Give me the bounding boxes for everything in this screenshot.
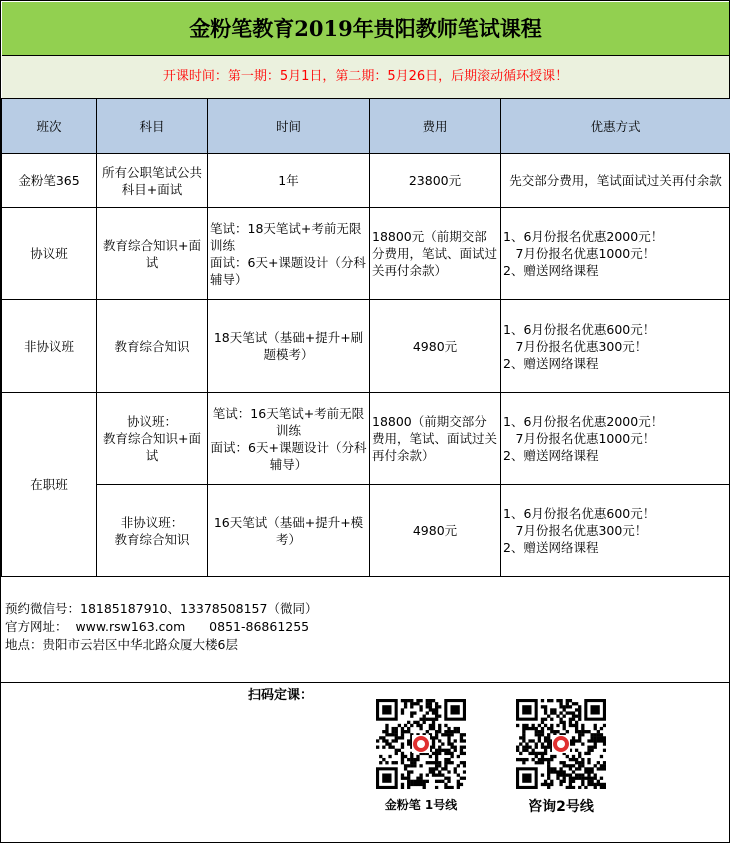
header-subject: 科目 <box>97 99 208 154</box>
row-fee: 23800元 <box>370 154 501 208</box>
row-time: 笔试：18天笔试+考前无限训练 面试：6天+课题设计（分科辅导） <box>208 208 370 300</box>
row-time: 1年 <box>208 154 370 208</box>
course-table <box>1 98 730 577</box>
table-row <box>2 393 730 485</box>
row-discount: 1、6月份报名优惠2000元！ 7月份报名优惠1000元！ 2、赠送网络课程 <box>501 208 730 300</box>
table-row <box>2 300 730 393</box>
website-line[interactable]: 官方网址： www.rsw163.com 0851-86861255 <box>5 619 310 634</box>
wechat-line: 预约微信号：18185187910、13378508157（微同） <box>5 601 318 616</box>
row-fee: 4980元 <box>370 485 501 577</box>
row-time: 笔试：16天笔试+考前无限训练 面试：6天+课题设计（分科辅导） <box>208 393 370 485</box>
row-time: 18天笔试（基础+提升+刷题模考） <box>208 300 370 393</box>
table-row <box>2 208 730 300</box>
header-time: 时间 <box>208 99 370 154</box>
section-divider <box>1 682 730 683</box>
header-fee: 费用 <box>370 99 501 154</box>
row-discount: 1、6月份报名优惠2000元！ 7月份报名优惠1000元！ 2、赠送网络课程 <box>501 393 730 485</box>
row-discount: 1、6月份报名优惠600元！ 7月份报名优惠300元！ 2、赠送网络课程 <box>501 485 730 577</box>
address-line: 地点：贵阳市云岩区中华北路众厦大楼6层 <box>5 637 238 652</box>
row-discount: 先交部分费用，笔试面试过关再付余款 <box>501 154 730 208</box>
row-fee: 4980元 <box>370 300 501 393</box>
row-class: 非协议班 <box>2 300 97 393</box>
row-subject: 教育综合知识+面试 <box>97 208 208 300</box>
row-subject: 教育综合知识 <box>97 300 208 393</box>
qr-label-line2: 咨询2号线 <box>528 799 594 815</box>
qr-code-icon[interactable] <box>376 699 466 789</box>
qr-label-line1: 金粉笔 1号线 <box>384 798 458 812</box>
row-subject: 所有公职笔试公共科目+面试 <box>97 154 208 208</box>
row-class: 在职班 <box>2 393 97 577</box>
row-time: 16天笔试（基础+提升+模考） <box>208 485 370 577</box>
table-row <box>2 154 730 208</box>
qr-code-icon[interactable] <box>516 699 606 789</box>
row-subject: 协议班： 教育综合知识+面试 <box>97 393 208 485</box>
row-fee: 18800元（前期交部分费用，笔试、面试过关再付余款） <box>370 208 501 300</box>
row-class: 金粉笔365 <box>2 154 97 208</box>
schedule-notice: 开课时间：第一期：5月1日，第二期：5月26日，后期滚动循环授课！ <box>2 56 729 99</box>
scan-label: 扫码定课： <box>248 688 314 703</box>
table-header-row <box>2 99 730 154</box>
row-discount: 1、6月份报名优惠600元！ 7月份报名优惠300元！ 2、赠送网络课程 <box>501 300 730 393</box>
header-discount: 优惠方式 <box>501 99 730 154</box>
row-subject: 非协议班： 教育综合知识 <box>97 485 208 577</box>
page-title: 金粉笔教育2019年贵阳教师笔试课程 <box>2 2 729 56</box>
table-row <box>2 485 730 577</box>
row-class: 协议班 <box>2 208 97 300</box>
contact-info <box>5 600 317 654</box>
header-class: 班次 <box>2 99 97 154</box>
row-fee: 18800（前期交部分费用，笔试、面试过关再付余款） <box>370 393 501 485</box>
